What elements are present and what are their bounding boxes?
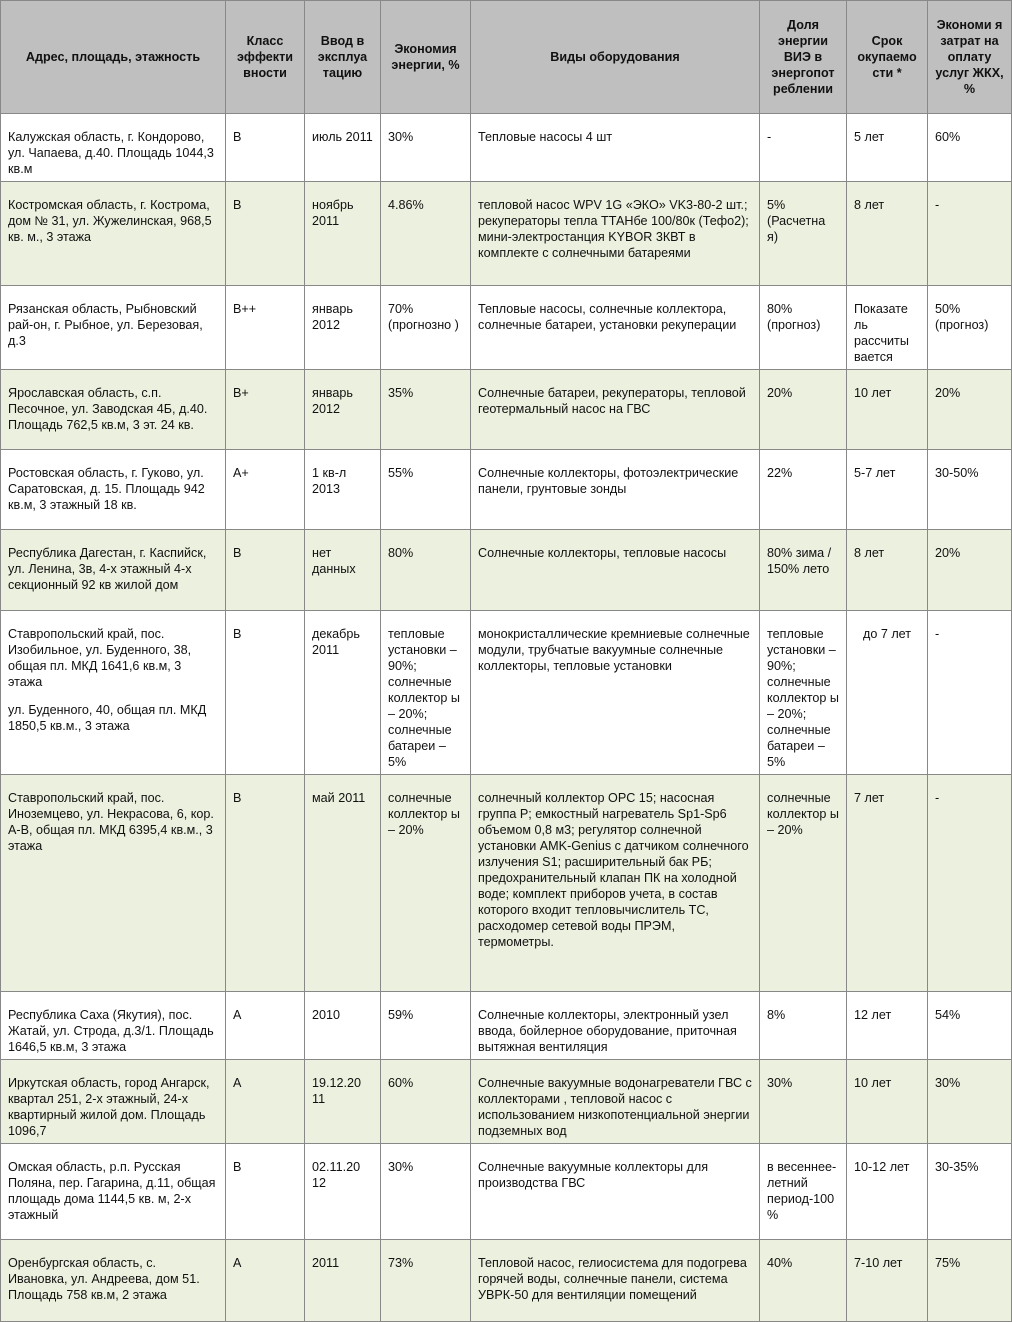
table-row — [1, 114, 1012, 182]
cell-cost-saving: - — [928, 182, 1012, 286]
cell-saving: 35% — [381, 370, 471, 450]
cell-cost-saving: 30-35% — [928, 1144, 1012, 1240]
cell-address: Калужская область, г. Кондорово, ул. Чапаева, д.40. Площадь 1044,3 кв.м — [1, 114, 226, 182]
cell-payback: Показате ль рассчиты вается — [847, 286, 928, 370]
cell-res-share: - — [760, 114, 847, 182]
table-row — [1, 530, 1012, 611]
table-row — [1, 1144, 1012, 1240]
cell-commission: ноябрь 2011 — [305, 182, 381, 286]
header-equipment: Виды оборудования — [471, 1, 760, 114]
table-row — [1, 370, 1012, 450]
table-row — [1, 450, 1012, 530]
cell-address: Республика Дагестан, г. Каспийск, ул. Ленина, 3в, 4-х этажный 4-х секционный 92 кв жилой дом — [1, 530, 226, 611]
cell-address: Республика Саха (Якутия), пос. Жатай, ул. Строда, д.3/1. Площадь 1646,5 кв.м, 3 этажа — [1, 992, 226, 1060]
cell-commission: май 2011 — [305, 775, 381, 992]
cell-class: B — [226, 530, 305, 611]
cell-equipment: Солнечные коллекторы, фотоэлектрические панели, грунтовые зонды — [471, 450, 760, 530]
header-payback: Срок окупаемо сти * — [847, 1, 928, 114]
cell-address: Рязанская область, Рыбновский рай-он, г. Рыбное, ул. Березовая, д.3 — [1, 286, 226, 370]
cell-class: B — [226, 1144, 305, 1240]
cell-payback: 5-7 лет — [847, 450, 928, 530]
cell-cost-saving: 75% — [928, 1240, 1012, 1322]
cell-payback: 10 лет — [847, 1060, 928, 1144]
cell-address: Ярославская область, с.п. Песочное, ул. Заводская 4Б, д.40. Площадь 762,5 кв.м, 3 эт. 24 кв. — [1, 370, 226, 450]
cell-commission: 02.11.20 12 — [305, 1144, 381, 1240]
cell-commission: 2010 — [305, 992, 381, 1060]
cell-saving: 30% — [381, 1144, 471, 1240]
cell-class: B — [226, 182, 305, 286]
table-row — [1, 1240, 1012, 1322]
cell-equipment: солнечный коллектор OPC 15; насосная группа P; емкостный нагреватель Sp1-Sp6 объемом 0,8 м3; регулятор солнечной установки AMK-Genius с датчиком солнечного излучения S1; расширительный бак РБ; предохранительный клапан ПК на холодной воде; комплект приборов учета, в состав которого входит тепловычислитель ТС, расходомер сетевой воды ПРЭМ, термометры. — [471, 775, 760, 992]
cell-saving: 59% — [381, 992, 471, 1060]
cell-commission: 1 кв-л 2013 — [305, 450, 381, 530]
cell-equipment: Солнечные коллекторы, тепловые насосы — [471, 530, 760, 611]
cell-saving: 80% — [381, 530, 471, 611]
header-saving: Экономия энергии, % — [381, 1, 471, 114]
cell-commission: 2011 — [305, 1240, 381, 1322]
cell-address: Иркутская область, город Ангарск, квартал 251, 2-х этажный, 24-х квартирный жилой дом. Площадь 1096,7 — [1, 1060, 226, 1144]
cell-payback: 10-12 лет — [847, 1144, 928, 1240]
cell-payback: 7-10 лет — [847, 1240, 928, 1322]
cell-saving: 55% — [381, 450, 471, 530]
cell-class: B — [226, 114, 305, 182]
cell-saving: тепловые установки – 90%; солнечные коллектор ы – 20%; солнечные батареи – 5% — [381, 611, 471, 775]
cell-class: A — [226, 1060, 305, 1144]
cell-commission: 19.12.20 11 — [305, 1060, 381, 1144]
cell-commission: январь 2012 — [305, 370, 381, 450]
cell-saving: 30% — [381, 114, 471, 182]
cell-address-line: Ставропольский край, пос. Изобильное, ул. Буденного, 38, общая пл. МКД 1641,6 кв.м, 3 этажа — [8, 627, 192, 689]
cell-equipment: тепловой насос WPV 1G «ЭКО» VK3-80-2 шт.; рекуператоры тепла ТТАНбе 100/80к (Тефо2); мини-электростанция KYBOR 3КВТ в комплекте с солнечными батареями — [471, 182, 760, 286]
cell-cost-saving: 60% — [928, 114, 1012, 182]
cell-saving: 70% (прогнозно ) — [381, 286, 471, 370]
cell-commission: нет данных — [305, 530, 381, 611]
cell-cost-saving: 30% — [928, 1060, 1012, 1144]
cell-res-share: 80% (прогноз) — [760, 286, 847, 370]
cell-class: A — [226, 1240, 305, 1322]
cell-saving: солнечные коллектор ы – 20% — [381, 775, 471, 992]
cell-equipment: Тепловой насос, гелиосистема для подогрева горячей воды, солнечные панели, система УВРК-50 для вентиляции помещений — [471, 1240, 760, 1322]
cell-payback: 12 лет — [847, 992, 928, 1060]
cell-class: B — [226, 611, 305, 775]
cell-saving: 4.86% — [381, 182, 471, 286]
cell-class: B — [226, 775, 305, 992]
table-row — [1, 182, 1012, 286]
cell-commission: июль 2011 — [305, 114, 381, 182]
table-row — [1, 286, 1012, 370]
cell-cost-saving: 20% — [928, 370, 1012, 450]
cell-res-share: 30% — [760, 1060, 847, 1144]
cell-class: A — [226, 992, 305, 1060]
cell-res-share: солнечные коллектор ы – 20% — [760, 775, 847, 992]
cell-saving: 73% — [381, 1240, 471, 1322]
cell-cost-saving: 20% — [928, 530, 1012, 611]
cell-equipment: монокристаллические кремниевые солнечные модули, трубчатые вакуумные солнечные коллекторы, тепловые установки — [471, 611, 760, 775]
header-class: Класс эффекти вности — [226, 1, 305, 114]
cell-payback: 8 лет — [847, 182, 928, 286]
table-header-row — [1, 1, 1012, 114]
table-row — [1, 611, 1012, 775]
header-address: Адрес, площадь, этажность — [1, 1, 226, 114]
cell-payback: 5 лет — [847, 114, 928, 182]
cell-payback: 8 лет — [847, 530, 928, 611]
cell-class: B++ — [226, 286, 305, 370]
cell-res-share: 20% — [760, 370, 847, 450]
cell-res-share: 40% — [760, 1240, 847, 1322]
cell-cost-saving: 30-50% — [928, 450, 1012, 530]
cell-address: Оренбургская область, с. Ивановка, ул. Андреева, дом 51. Площадь 758 кв.м, 2 этажа — [1, 1240, 226, 1322]
table-row — [1, 1060, 1012, 1144]
cell-equipment: Солнечные вакуумные коллекторы для производства ГВС — [471, 1144, 760, 1240]
table-row — [1, 775, 1012, 992]
cell-equipment: Тепловые насосы 4 шт — [471, 114, 760, 182]
cell-address-extra: ул. Буденного, 40, общая пл. МКД 1850,5 кв.м., 3 этажа — [8, 703, 207, 733]
cell-cost-saving: - — [928, 775, 1012, 992]
cell-address: Костромская область, г. Кострома, дом № 31, ул. Жужелинская, 968,5 кв. м., 3 этажа — [1, 182, 226, 286]
cell-payback: до 7 лет — [847, 611, 928, 775]
cell-saving: 60% — [381, 1060, 471, 1144]
cell-class: B+ — [226, 370, 305, 450]
cell-res-share: тепловые установки – 90%; солнечные коллектор ы – 20%; солнечные батареи – 5% — [760, 611, 847, 775]
cell-address — [1, 611, 226, 775]
cell-address: Ставропольский край, пос. Иноземцево, ул. Некрасова, 6, кор. А-В, общая пл. МКД 6395,4 кв.м., 3 этажа — [1, 775, 226, 992]
cell-res-share: в весеннее-летний период-100% — [760, 1144, 847, 1240]
cell-equipment: Тепловые насосы, солнечные коллектора, солнечные батареи, установки рекуперации — [471, 286, 760, 370]
cell-cost-saving: - — [928, 611, 1012, 775]
header-cost-saving: Экономи я затрат на оплату услуг ЖКХ, % — [928, 1, 1012, 114]
cell-res-share: 80% зима / 150% лето — [760, 530, 847, 611]
cell-equipment: Солнечные вакуумные водонагреватели ГВС с коллекторами , тепловой насос с использованием низкопотенциальной энергии подземных вод — [471, 1060, 760, 1144]
cell-res-share: 8% — [760, 992, 847, 1060]
cell-res-share: 5% (Расчетна я) — [760, 182, 847, 286]
header-commission: Ввод в эксплуа тацию — [305, 1, 381, 114]
cell-address: Ростовская область, г. Гуково, ул. Саратовская, д. 15. Площадь 942 кв.м, 3 этажный 18 кв. — [1, 450, 226, 530]
cell-equipment: Солнечные коллекторы, электронный узел ввода, бойлерное оборудование, приточная вытяжная вентиляция — [471, 992, 760, 1060]
cell-commission: декабрь 2011 — [305, 611, 381, 775]
cell-class: A+ — [226, 450, 305, 530]
cell-commission: январь 2012 — [305, 286, 381, 370]
table-row — [1, 992, 1012, 1060]
header-res-share: Доля энергии ВИЭ в энергопот реблении — [760, 1, 847, 114]
cell-cost-saving: 54% — [928, 992, 1012, 1060]
cell-equipment: Солнечные батареи, рекуператоры, тепловой геотермальный насос на ГВС — [471, 370, 760, 450]
cell-address: Омская область, р.п. Русская Поляна, пер. Гагарина, д.11, общая площадь дома 1144,5 кв. м, 2-х этажный — [1, 1144, 226, 1240]
cell-payback: 7 лет — [847, 775, 928, 992]
cell-payback: 10 лет — [847, 370, 928, 450]
cell-cost-saving: 50% (прогноз) — [928, 286, 1012, 370]
cell-res-share: 22% — [760, 450, 847, 530]
